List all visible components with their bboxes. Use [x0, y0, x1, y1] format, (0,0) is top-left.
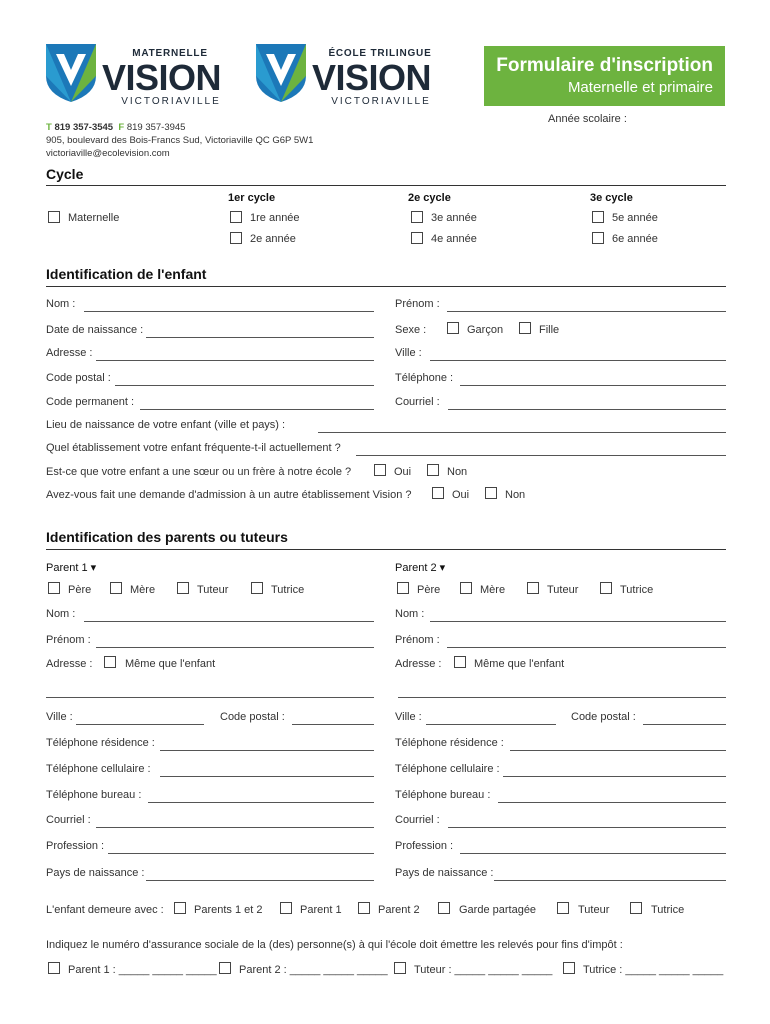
- sexe-label: Sexe :: [395, 324, 427, 336]
- p2-tuteur-label: Tuteur: [547, 584, 579, 596]
- p1-pere-checkbox[interactable]: [48, 582, 60, 594]
- demeure-garde-partagee-label: Garde partagée: [459, 904, 537, 916]
- annee3-checkbox[interactable]: [411, 211, 423, 223]
- p2-pays-naissance-label: Pays de naissance :: [395, 867, 494, 879]
- form-title: Formulaire d'inscription: [496, 55, 713, 76]
- annee6-label: 6e année: [612, 233, 658, 245]
- p1-meme-label: Même que l'enfant: [125, 658, 216, 670]
- demeure-parent1-label: Parent 1: [300, 904, 342, 916]
- p1-pays-naissance-field[interactable]: [146, 880, 374, 881]
- section-divider: [46, 185, 726, 186]
- demeure-tuteur-label: Tuteur: [578, 904, 610, 916]
- demande-non-checkbox[interactable]: [485, 487, 497, 499]
- demande-oui-label: Oui: [452, 489, 470, 501]
- phone-f: 819 357-3945: [126, 122, 186, 133]
- p2-code-postal-field[interactable]: [643, 724, 726, 725]
- p2-tel-cellulaire-label: Téléphone cellulaire :: [395, 763, 500, 775]
- logo-top-text: ÉCOLE TRILINGUE: [328, 48, 432, 59]
- p1-profession-field[interactable]: [108, 853, 374, 854]
- nas-tutrice-checkbox[interactable]: [563, 962, 575, 974]
- p2-mere-label: Mère: [480, 584, 506, 596]
- soeur-frere-non-label: Non: [447, 466, 468, 478]
- nas-tutrice-field[interactable]: Tutrice : _____ _____ _____: [583, 964, 724, 976]
- demande-oui-checkbox[interactable]: [432, 487, 444, 499]
- p1-nom-label: Nom :: [46, 608, 76, 620]
- annee1-checkbox[interactable]: [230, 211, 242, 223]
- p2-pays-naissance-field[interactable]: [494, 880, 726, 881]
- p2-tel-cellulaire-field[interactable]: [503, 776, 726, 777]
- p1-pays-naissance-label: Pays de naissance :: [46, 867, 145, 879]
- enfant-adresse-field[interactable]: [96, 360, 374, 361]
- annee2-checkbox[interactable]: [230, 232, 242, 244]
- garcon-label: Garçon: [467, 324, 504, 336]
- cycle1-heading: 1er cycle: [228, 192, 276, 204]
- p1-tutrice-label: Tutrice: [271, 584, 305, 596]
- p2-nom-field[interactable]: [430, 621, 726, 622]
- demeure-parent1-checkbox[interactable]: [280, 902, 292, 914]
- p2-pere-checkbox[interactable]: [397, 582, 409, 594]
- demeure-tuteur-checkbox[interactable]: [557, 902, 569, 914]
- p2-prenom-label: Prénom :: [395, 634, 440, 646]
- p1-tel-bureau-field[interactable]: [148, 802, 374, 803]
- p2-code-postal-label: Code postal :: [571, 711, 636, 723]
- form-subtitle: Maternelle et primaire: [567, 79, 713, 96]
- enfant-nom-label: Nom :: [46, 298, 76, 310]
- enfant-prenom-label: Prénom :: [395, 298, 440, 310]
- p2-tutrice-checkbox[interactable]: [600, 582, 612, 594]
- p2-courriel-field[interactable]: [448, 827, 726, 828]
- soeur-frere-oui-checkbox[interactable]: [374, 464, 386, 476]
- code-permanent-field[interactable]: [140, 409, 374, 410]
- date-naissance-label: Date de naissance :: [46, 324, 144, 336]
- cycle3-heading: 3e cycle: [590, 192, 633, 204]
- logo-bottom-text: VICTORIAVILLE: [331, 96, 431, 107]
- etablissement-label: Quel établissement votre enfant fréquente-t-il actuellement ?: [46, 442, 341, 454]
- p2-meme-checkbox[interactable]: [454, 656, 466, 668]
- p1-courriel-label: Courriel :: [46, 814, 91, 826]
- p2-ville-field[interactable]: [426, 724, 556, 725]
- p1-ville-field[interactable]: [76, 724, 204, 725]
- p2-tuteur-checkbox[interactable]: [527, 582, 539, 594]
- section-divider: [46, 286, 726, 287]
- p1-tel-cellulaire-label: Téléphone cellulaire :: [46, 763, 151, 775]
- p1-code-postal-label: Code postal :: [220, 711, 285, 723]
- enfant-prenom-field[interactable]: [447, 311, 726, 312]
- logo-top-text: MATERNELLE: [132, 48, 208, 59]
- p2-tel-residence-label: Téléphone résidence :: [395, 737, 504, 749]
- nas-instruction: Indiquez le numéro d'assurance sociale de la (des) personne(s) à qui l'école doit émettre les relevés pour fins d'impôt :: [46, 939, 623, 951]
- enfant-telephone-field[interactable]: [460, 385, 726, 386]
- p2-tel-bureau-field[interactable]: [498, 802, 726, 803]
- nas-tuteur-field[interactable]: Tuteur : _____ _____ _____: [414, 964, 553, 976]
- cycle2-heading: 2e cycle: [408, 192, 451, 204]
- enfant-courriel-label: Courriel :: [395, 396, 440, 408]
- p1-prenom-label: Prénom :: [46, 634, 91, 646]
- p2-prenom-field[interactable]: [447, 647, 726, 648]
- logo-maternelle-vision: [44, 42, 234, 110]
- maternelle-label: Maternelle: [68, 212, 120, 224]
- p2-mere-checkbox[interactable]: [460, 582, 472, 594]
- p2-profession-field[interactable]: [460, 853, 726, 854]
- nas-parent2-checkbox[interactable]: [219, 962, 231, 974]
- logo-ecole-trilingue-vision: [254, 42, 444, 110]
- logo-main-text: VISION: [102, 57, 222, 98]
- logo-bottom-text: VICTORIAVILLE: [121, 96, 221, 107]
- demeure-garde-partagee-checkbox[interactable]: [438, 902, 450, 914]
- annee6-checkbox[interactable]: [592, 232, 604, 244]
- demeure-parent2-label: Parent 2: [378, 904, 420, 916]
- annee-scolaire-label: Année scolaire :: [548, 113, 627, 125]
- code-permanent-label: Code permanent :: [46, 396, 135, 408]
- shield-logo-icon: [44, 42, 98, 104]
- p1-code-postal-field[interactable]: [292, 724, 374, 725]
- p2-adresse-label: Adresse :: [395, 658, 442, 670]
- p1-courriel-field[interactable]: [96, 827, 374, 828]
- annee1-label: 1re année: [250, 212, 300, 224]
- enfant-code-postal-label: Code postal :: [46, 372, 111, 384]
- enfant-ville-label: Ville :: [395, 347, 422, 359]
- demeure-parents12-label: Parents 1 et 2: [194, 904, 263, 916]
- p2-profession-label: Profession :: [395, 840, 454, 852]
- annee4-label: 4e année: [431, 233, 477, 245]
- soeur-frere-question: Est-ce que votre enfant a une sœur ou un frère à notre école ?: [46, 466, 352, 478]
- p1-tel-residence-label: Téléphone résidence :: [46, 737, 155, 749]
- demande-admission-question: Avez-vous fait une demande d'admission à un autre établissement Vision ?: [46, 489, 412, 501]
- p2-tel-residence-field[interactable]: [510, 750, 726, 751]
- demeure-parents12-checkbox[interactable]: [174, 902, 186, 914]
- p1-tutrice-checkbox[interactable]: [251, 582, 263, 594]
- enfant-adresse-label: Adresse :: [46, 347, 93, 359]
- fille-label: Fille: [539, 324, 560, 336]
- p1-meme-checkbox[interactable]: [104, 656, 116, 668]
- phone-f-label: F: [118, 122, 125, 133]
- enfant-code-postal-field[interactable]: [115, 385, 374, 386]
- phone-t-label: T: [46, 122, 52, 133]
- lieu-naissance-field[interactable]: [318, 432, 726, 433]
- demeure-tutrice-checkbox[interactable]: [630, 902, 642, 914]
- demeure-parent2-checkbox[interactable]: [358, 902, 370, 914]
- p1-tel-bureau-label: Téléphone bureau :: [46, 789, 142, 801]
- p2-meme-label: Même que l'enfant: [474, 658, 565, 670]
- p1-tel-residence-field[interactable]: [160, 750, 374, 751]
- parent1-dropdown[interactable]: Parent 1 ▾: [46, 562, 97, 574]
- nas-parent1-field[interactable]: Parent 1 : _____ _____ _____: [68, 964, 217, 976]
- parent2-dropdown[interactable]: Parent 2 ▾: [395, 562, 446, 574]
- nas-parent1-checkbox[interactable]: [48, 962, 60, 974]
- enfant-nom-field[interactable]: [84, 311, 374, 312]
- contact-address: 905, boulevard des Bois-Francs Sud, Victoriaville QC G6P 5W1: [46, 135, 314, 146]
- etablissement-field[interactable]: [356, 455, 726, 456]
- p2-adresse-field[interactable]: [398, 697, 726, 698]
- demande-non-label: Non: [505, 489, 526, 501]
- contact-email: victoriaville@ecolevision.com: [46, 148, 170, 159]
- demeure-tutrice-label: Tutrice: [651, 904, 685, 916]
- p1-nom-field[interactable]: [84, 621, 374, 622]
- annee2-label: 2e année: [250, 233, 296, 245]
- annee5-label: 5e année: [612, 212, 658, 224]
- p2-nom-label: Nom :: [395, 608, 425, 620]
- p1-profession-label: Profession :: [46, 840, 105, 852]
- p1-tuteur-label: Tuteur: [197, 584, 229, 596]
- p2-tel-bureau-label: Téléphone bureau :: [395, 789, 491, 801]
- form-title-box: [484, 46, 725, 106]
- lieu-naissance-label: Lieu de naissance de votre enfant (ville et pays) :: [46, 419, 286, 431]
- annee5-checkbox[interactable]: [592, 211, 604, 223]
- p1-prenom-field[interactable]: [96, 647, 374, 648]
- p2-pere-label: Père: [417, 584, 441, 596]
- parents-section-title: Identification des parents ou tuteurs: [46, 529, 288, 545]
- p1-pere-label: Père: [68, 584, 92, 596]
- enfant-courriel-field[interactable]: [448, 409, 726, 410]
- p1-adresse-label: Adresse :: [46, 658, 93, 670]
- enfant-telephone-label: Téléphone :: [395, 372, 454, 384]
- nas-tuteur-checkbox[interactable]: [394, 962, 406, 974]
- demeure-label: L'enfant demeure avec :: [46, 904, 164, 916]
- fille-checkbox[interactable]: [519, 322, 531, 334]
- p2-courriel-label: Courriel :: [395, 814, 440, 826]
- logo-main-text: VISION: [312, 57, 432, 98]
- p1-adresse-field[interactable]: [46, 697, 374, 698]
- enfant-section-title: Identification de l'enfant: [46, 266, 207, 282]
- soeur-frere-oui-label: Oui: [394, 466, 412, 478]
- p2-ville-label: Ville :: [395, 711, 422, 723]
- enfant-ville-field[interactable]: [430, 360, 726, 361]
- date-naissance-field[interactable]: [146, 337, 374, 338]
- phone-t: 819 357-3545: [54, 122, 114, 133]
- garcon-checkbox[interactable]: [447, 322, 459, 334]
- section-divider: [46, 549, 726, 550]
- p1-tuteur-checkbox[interactable]: [177, 582, 189, 594]
- p1-tel-cellulaire-field[interactable]: [160, 776, 374, 777]
- cycle-section-title: Cycle: [46, 166, 84, 182]
- annee3-label: 3e année: [431, 212, 477, 224]
- p1-mere-checkbox[interactable]: [110, 582, 122, 594]
- contact-phones: [46, 122, 185, 133]
- soeur-frere-non-checkbox[interactable]: [427, 464, 439, 476]
- p1-mere-label: Mère: [130, 584, 156, 596]
- maternelle-checkbox[interactable]: [48, 211, 60, 223]
- shield-logo-icon: [254, 42, 308, 104]
- p1-ville-label: Ville :: [46, 711, 73, 723]
- p2-tutrice-label: Tutrice: [620, 584, 654, 596]
- nas-parent2-field[interactable]: Parent 2 : _____ _____ _____: [239, 964, 388, 976]
- annee4-checkbox[interactable]: [411, 232, 423, 244]
